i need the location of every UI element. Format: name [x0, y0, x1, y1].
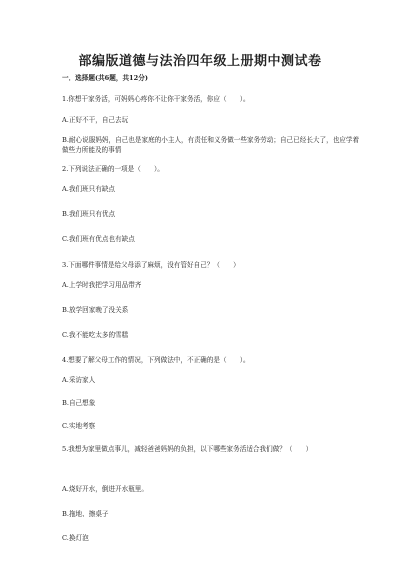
question-4-option-a: A.采访家人	[62, 376, 96, 384]
question-4-option-c: C.实地考察	[62, 422, 96, 430]
question-5-option-a: A.烧好开水，倒进开水瓶里。	[62, 485, 148, 493]
question-5-option-b: B.拖地、擦桌子	[62, 510, 109, 518]
question-3-option-a: A.上学时我把学习用品带齐	[62, 281, 142, 289]
question-1-option-b: B.耐心说服妈妈，自己也是家庭的小主人，有责任和义务做一些家务劳动；自己已经长大了，也应学着做些力所能及的事情	[62, 136, 360, 154]
question-2-stem: 2.下列说法正确的一项是（ ）。	[62, 165, 164, 173]
question-3-option-c: C.我不能吃太多的雪糕	[62, 331, 129, 339]
question-3-option-b: B.放学回家晚了没关系	[62, 306, 129, 314]
question-2-option-b: B.我们班只有优点	[62, 210, 116, 218]
page-title: 部编版道德与法治四年级上册期中测试卷	[78, 54, 322, 69]
question-1-stem: 1.你想干家务活，可妈妈心疼你不让你干家务活，你应（ ）。	[62, 95, 250, 103]
question-2-option-c: C.我们班有优点也有缺点	[62, 235, 135, 243]
question-5-option-c: C.换灯泡	[62, 534, 89, 542]
question-4-option-b: B.自己想象	[62, 399, 96, 407]
question-5-stem: 5.我想为家里做点事儿，减轻爸爸妈妈的负担，以下哪些家务活适合我们做？（ ）	[62, 445, 313, 453]
question-4-stem: 4.想要了解父母工作的情况，下列做法中，不正确的是（ ）。	[62, 356, 250, 364]
question-3-stem: 3.下面哪件事情是给父母添了麻烦，没有管好自己？（ ）	[62, 261, 240, 269]
question-1-option-a: A.正好不干，自己去玩	[62, 116, 129, 124]
question-2-option-a: A.我们班只有缺点	[62, 185, 116, 193]
section-heading: 一．选择题(共6题，共12分)	[62, 74, 148, 82]
